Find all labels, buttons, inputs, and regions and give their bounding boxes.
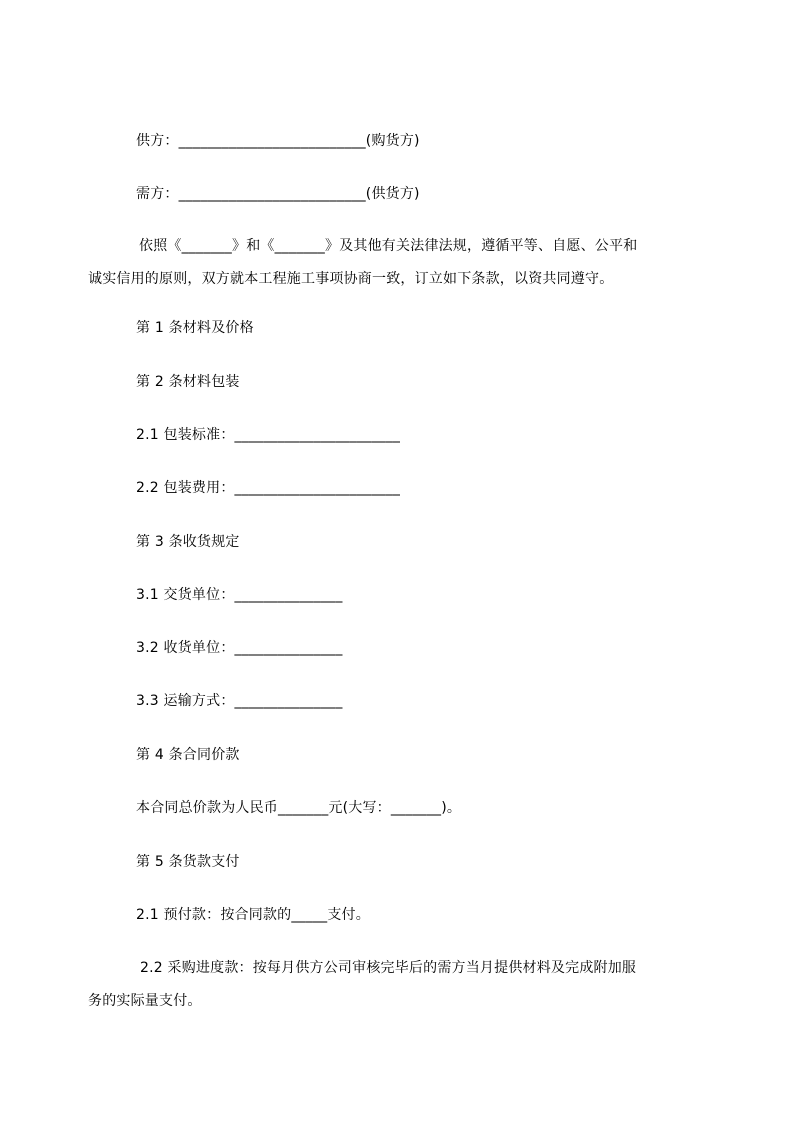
clause-payment-advance: 2.1 预付款：按合同款的_____支付。	[136, 907, 370, 923]
article-2-heading: 第 2 条材料包装	[136, 374, 240, 390]
clause-payment-progress-line-1: 2.2 采购进度款：按每月供方公司审核完毕后的需方当月提供材料及完成附加服	[140, 960, 637, 976]
buyer-line: 需方：__________________________(供货方)	[136, 186, 420, 202]
clause-2-2: 2.2 包装费用：_______________________	[136, 480, 401, 496]
clause-payment-progress-line-2: 务的实际量支付。	[88, 993, 202, 1009]
intro-paragraph-line-1: 依照《_______》和《_______》及其他有关法律法规，遵循平等、自愿、公平和	[139, 238, 638, 254]
article-4-heading: 第 4 条合同价款	[136, 747, 240, 763]
clause-2-1: 2.1 包装标准：_______________________	[136, 427, 401, 443]
clause-3-3: 3.3 运输方式：_______________	[136, 693, 343, 709]
clause-3-2: 3.2 收货单位：_______________	[136, 640, 343, 656]
article-3-heading: 第 3 条收货规定	[136, 534, 240, 550]
contract-price-line: 本合同总价款为人民币_______元(大写：_______)。	[136, 800, 462, 816]
supplier-line: 供方：__________________________(购货方)	[136, 133, 420, 149]
clause-3-1: 3.1 交货单位：_______________	[136, 587, 343, 603]
intro-paragraph-line-2: 诚实信用的原则，双方就本工程施工事项协商一致，订立如下条款，以资共同遵守。	[88, 271, 614, 287]
article-5-heading: 第 5 条货款支付	[136, 854, 240, 870]
article-1-heading: 第 1 条材料及价格	[136, 320, 254, 336]
